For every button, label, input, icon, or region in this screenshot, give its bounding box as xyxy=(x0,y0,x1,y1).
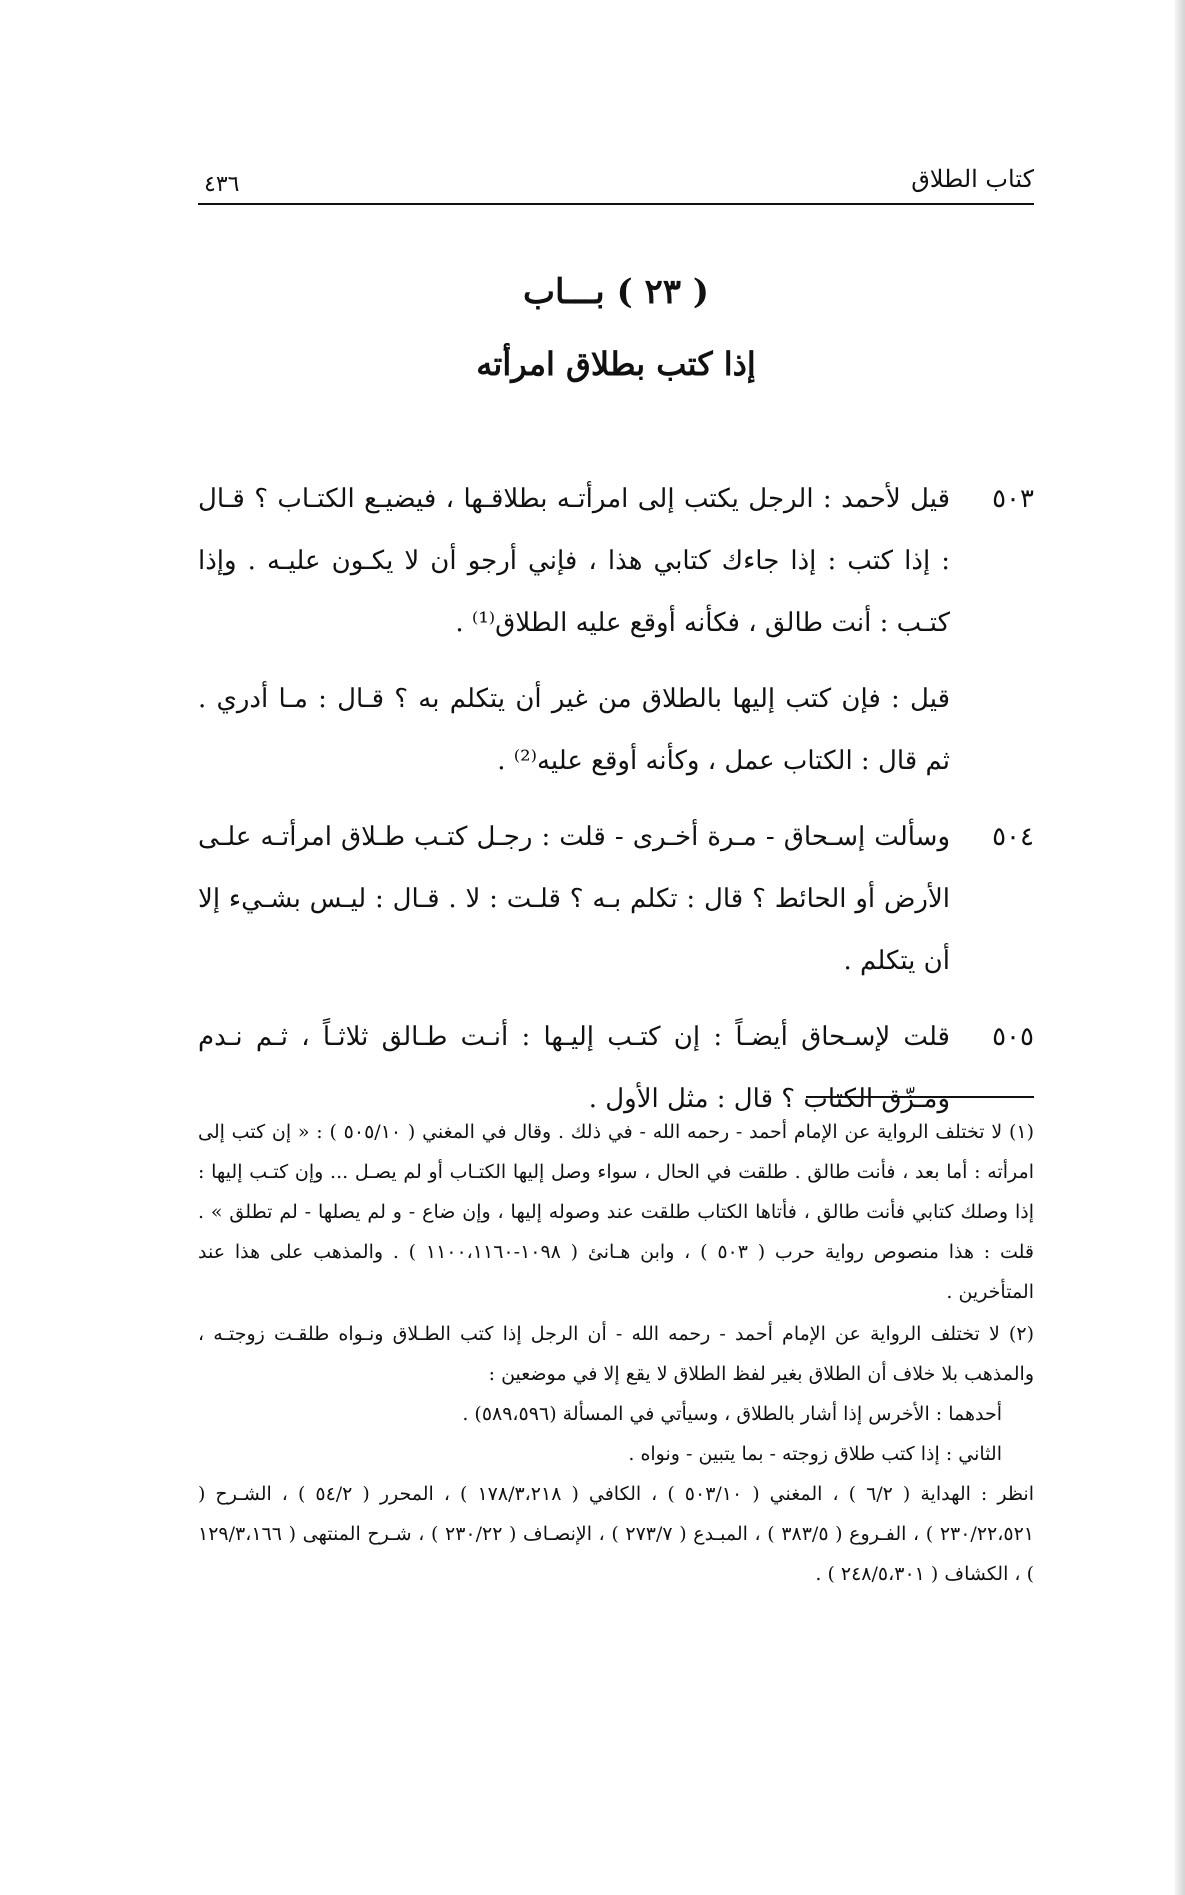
book-title: كتاب الطلاق xyxy=(911,165,1034,193)
issue-503-continuation xyxy=(198,668,1034,792)
footnote-2 xyxy=(198,1314,1034,1594)
footnote-text: الثاني : إذا كتب طلاق زوجته - بما يتبين - ونواه . xyxy=(628,1443,1002,1465)
footnote-references: انظر : الهداية ( ٦/٢ ) ، المغني ( ٥٠٣/١٠ ) ، الكافي ( ١٧٨/٣،٢١٨ ) ، المحرر ( ٥٤/٢ ) ، الشـرح ( ٢٣٠/٢٢،٥٢١ ) ، الفـروع ( ٣٨٣/٥ ) ، المبـدع ( ٢٧٣/٧ ) ، الإنصـاف ( ٢٣٠/٢٢ ) ، شـرح المنتهى ( ١٢٩/٣،١٦٦ ) ، الكشاف ( ٢٤٨/٥،٣٠١ ) . xyxy=(198,1483,1034,1585)
footnote-1 xyxy=(198,1112,1034,1312)
issue-text: قلت لإسـحاق أيضـاً : إن كتـب إليـها : أنـت طـالق ثلاثـاً ، ثـم نـدم ومـزّق الكتاب ؟ قال : مثل الأول . xyxy=(198,1022,950,1114)
book-page xyxy=(198,0,1034,1895)
footnote-text: أحدهما : الأخرس إذا أشار بالطلاق ، وسيأتي في المسألة (٥٨٩،٥٩٦) . xyxy=(462,1403,1002,1425)
page-number: ٤٣٦ xyxy=(204,172,240,197)
issue-text: قيل لأحمد : الرجل يكتب إلى امرأتـه بطلاقـها ، فيضيـع الكتـاب ؟ قـال : إذا كتب : إذا جاءك كتابي هذا ، فإني أرجو أن لا يكـون عليـه . وإذا كتـب : أنت طالق ، فكأنه أوقع عليه الطلاق⁽¹⁾ . xyxy=(198,484,950,638)
footnote-text: (٢) لا تختلف الرواية عن الإمام أحمد - رحمه الله - أن الرجل إذا كتب الطـلاق ونـواه طلقـت زوجتـه ، والمذهب بلا خلاف أن الطلاق بغير لفظ الطلاق لا يقع إلا في موضعين : xyxy=(198,1323,1034,1385)
main-text xyxy=(198,468,1034,1144)
scan-edge-shadow xyxy=(1175,0,1185,1895)
chapter-title: إذا كتب بطلاق امرأته xyxy=(476,345,756,383)
issue-504 xyxy=(198,806,1034,992)
running-header xyxy=(198,163,1034,205)
issue-503 xyxy=(198,468,1034,654)
issue-text: وسألت إسـحاق - مـرة أخـرى - قلت : رجـل كتـب طـلاق امرأتـه علـى الأرض أو الحائط ؟ قال : تكلم بـه ؟ قلـت : لا . قـال : ليـس بشـيء إلا أن يتكلم . xyxy=(198,822,950,976)
footnote-text: (١) لا تختلف الرواية عن الإمام أحمد - رحمه الله - في ذلك . وقال في المغني ( ٥٠٥/١٠ ) : « إن كتب إلى امرأته : أما بعد ، فأنت طالق . طلقت في الحال ، سواء وصل إليها الكتـاب أو لم يصـل ... وإن كتـب إليها : إذا وصلك كتابي فأنت طالق ، فأتاها الكتاب طلقت عند وصوله إليها ، وإن ضاع - و لم يصلها - لم تطلق » . قلت : هذا منصوص رواية حرب ( ٥٠٣ ) ، وابن هـانئ ( ١٠٩٨-١١٠٠،١١٦٠ ) . والمذهب على هذا عند المتأخرين . xyxy=(198,1121,1034,1303)
chapter-heading: ( ٢٣ ) بـــاب xyxy=(523,272,709,312)
footnotes xyxy=(198,1112,1034,1596)
issue-number: ٥٠٤ xyxy=(992,822,1034,852)
issue-number: ٥٠٣ xyxy=(992,484,1034,514)
footnote-separator xyxy=(806,1096,1034,1098)
issue-text: قيل : فإن كتب إليها بالطلاق من غير أن يتكلم به ؟ قـال : مـا أدري . ثم قال : الكتاب عمل ، وكأنه أوقع عليه⁽²⁾ . xyxy=(198,684,950,776)
issue-number: ٥٠٥ xyxy=(992,1022,1034,1052)
